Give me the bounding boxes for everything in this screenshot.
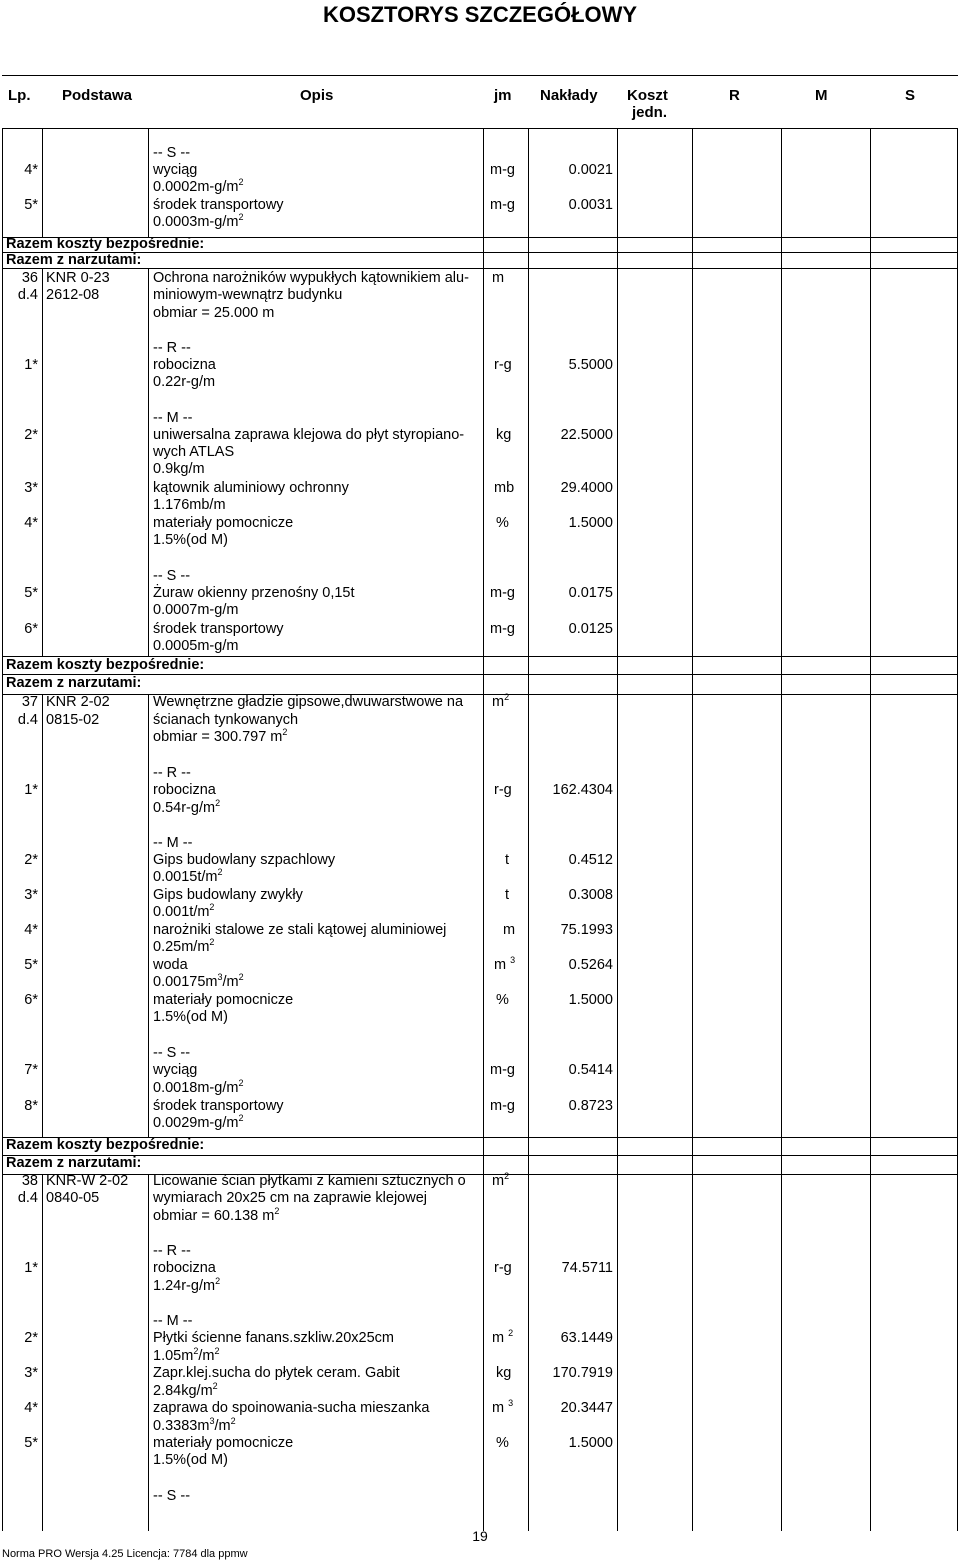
jm-text: m	[492, 1400, 505, 1416]
row-jm: r-g	[494, 1260, 512, 1276]
rule-m	[870, 129, 871, 1531]
section-m: -- M --	[153, 1313, 193, 1329]
row-value: 170.7919	[552, 1365, 613, 1381]
jm-sup: 3	[510, 955, 516, 966]
rule-lp	[42, 268, 43, 656]
rule-podstawa	[148, 1174, 149, 1531]
section-r: -- R --	[153, 340, 191, 356]
row-value: 0.8723	[568, 1098, 613, 1114]
row-desc: narożniki stalowe ze stali kątowej aluminiowej	[153, 922, 447, 938]
row-norm-sup2: 2	[214, 1346, 220, 1357]
row-desc: Gips budowlany szpachlowy	[153, 852, 336, 868]
row-value: 0.0175	[568, 585, 613, 601]
row-desc: uniwersalna zaprawa klejowa do płyt styropiano-	[153, 427, 465, 443]
row-lp: 2*	[24, 1330, 38, 1346]
position-code: KNR 2-02	[46, 694, 110, 710]
section-s: -- S --	[153, 1045, 191, 1061]
rule-podstawa	[148, 129, 149, 237]
row-norm	[153, 1115, 243, 1132]
row-value: 162.4304	[552, 782, 613, 798]
row-jm: m-g	[490, 197, 515, 213]
row-desc: wyciąg	[153, 162, 198, 178]
row-norm	[153, 179, 243, 196]
jm-text: m	[494, 957, 507, 973]
position-obmiar: obmiar = 25.000 m	[153, 305, 275, 321]
row-norm-sup: 2	[193, 1346, 199, 1357]
row-norm	[153, 214, 243, 231]
row-desc: środek transportowy	[153, 1098, 284, 1114]
header-naklady: Nakłady	[540, 87, 598, 104]
row-jm: t	[505, 887, 510, 903]
row-lp: 3*	[24, 480, 38, 496]
position-obmiar	[153, 729, 287, 746]
row-desc: zaprawa do spoinowania-sucha mieszanka	[153, 1400, 430, 1416]
header-lp: Lp.	[8, 87, 31, 104]
rule-naklady	[617, 129, 618, 1531]
jm-sup: 2	[504, 1171, 510, 1182]
position-desc: Ochrona narożników wypukłych kątownikiem alu-	[153, 270, 469, 286]
rule-h	[2, 694, 958, 695]
row-desc: robocizna	[153, 357, 216, 373]
row-norm-text: 0.54r-g/m	[153, 800, 216, 816]
header-s: S	[905, 87, 916, 104]
position-code2: 2612-08	[46, 287, 100, 303]
row-norm-sup: 2	[209, 902, 215, 913]
row-lp: 3*	[24, 1365, 38, 1381]
row-norm: 0.0007m-g/m	[153, 602, 239, 618]
row-norm	[153, 1080, 243, 1097]
header-top-rule	[2, 75, 958, 76]
row-norm	[153, 1348, 219, 1365]
rule-left	[2, 129, 3, 1531]
row-jm	[494, 957, 515, 974]
position-jm: m	[492, 270, 505, 286]
row-norm: 1.5%(od M)	[153, 1452, 228, 1468]
row-jm	[492, 1400, 513, 1417]
row-lp: 5*	[24, 197, 38, 213]
row-desc: Płytki ścienne fanans.szkliw.20x25cm	[153, 1330, 394, 1346]
jm-sup: 3	[508, 1398, 514, 1409]
rule-lp	[42, 1174, 43, 1531]
rule-koszt	[692, 129, 693, 1531]
rule-h	[2, 268, 958, 269]
row-norm-text: 0.0003m-g/m	[153, 214, 239, 230]
row-value: 29.4000	[560, 480, 613, 496]
rule-h	[2, 1155, 958, 1156]
row-jm: %	[496, 515, 509, 531]
rule-r	[781, 129, 782, 1531]
row-jm: kg	[496, 1365, 512, 1381]
row-desc: materiały pomocnicze	[153, 992, 294, 1008]
row-value: 1.5000	[568, 515, 613, 531]
row-jm: m-g	[490, 162, 515, 178]
row-lp: 8*	[24, 1098, 38, 1114]
page-title: KOSZTORYS SZCZEGÓŁOWY	[322, 2, 638, 27]
position-desc2: ścianach tynkowanych	[153, 712, 299, 728]
row-norm-sup2: 2	[230, 1416, 236, 1427]
row-jm: m-g	[490, 1062, 515, 1078]
row-desc: Gips budowlany zwykły	[153, 887, 303, 903]
obmiar-text: obmiar = 60.138 m	[153, 1208, 275, 1224]
row-norm-text: 0.25m/m	[153, 939, 210, 955]
obmiar-text: obmiar = 300.797 m	[153, 729, 283, 745]
header-r: R	[729, 87, 740, 104]
row-value: 1.5000	[568, 992, 613, 1008]
row-value: 0.4512	[568, 852, 613, 868]
row-norm	[153, 939, 214, 956]
row-norm-text: 1.24r-g/m	[153, 1278, 216, 1294]
row-jm: m	[503, 922, 516, 938]
row-lp: 3*	[24, 887, 38, 903]
position-nr: 38	[21, 1173, 38, 1189]
header-jm: jm	[494, 87, 512, 104]
row-lp: 4*	[24, 515, 38, 531]
position-code: KNR-W 2-02	[46, 1173, 129, 1189]
row-norm-sup: 2	[238, 1113, 244, 1124]
rule-opis	[483, 129, 484, 1531]
rule-right	[957, 129, 958, 1531]
jm-sup: 2	[504, 692, 510, 703]
row-norm-sup: 2	[238, 1078, 244, 1089]
row-value: 0.0021	[568, 162, 613, 178]
razem-narzuty: Razem z narzutami:	[6, 675, 142, 691]
row-norm-sup: 2	[215, 798, 221, 809]
row-desc: wyciąg	[153, 1062, 198, 1078]
row-norm-sup: 3	[217, 972, 223, 983]
rule-lp	[42, 129, 43, 237]
row-value: 20.3447	[560, 1400, 613, 1416]
row-lp: 1*	[24, 782, 38, 798]
rule-podstawa	[148, 268, 149, 656]
header-bottom-rule	[2, 128, 958, 129]
razem-narzuty: Razem z narzutami:	[6, 1155, 142, 1171]
row-value: 75.1993	[560, 922, 613, 938]
row-value: 0.0125	[568, 621, 613, 637]
row-jm: t	[505, 852, 510, 868]
row-desc: materiały pomocnicze	[153, 1435, 294, 1451]
section-s: -- S --	[153, 1488, 191, 1504]
row-value: 22.5000	[560, 427, 613, 443]
rule-lp	[42, 694, 43, 1137]
row-norm-text: 2.84kg/m	[153, 1383, 213, 1399]
position-obmiar	[153, 1208, 279, 1225]
position-desc: Licowanie ścian płytkami z kamieni sztucznych o	[153, 1173, 466, 1189]
row-norm	[153, 1383, 218, 1400]
obmiar-sup: 2	[274, 1206, 280, 1217]
position-jm	[492, 1173, 509, 1190]
row-norm-sup2: 2	[238, 972, 244, 983]
row-jm: r-g	[494, 782, 512, 798]
row-jm: mb	[494, 480, 515, 496]
row-norm-sup: 2	[217, 867, 223, 878]
rule-h	[2, 674, 958, 675]
rule-h	[2, 1174, 958, 1175]
row-desc: woda	[153, 957, 188, 973]
row-jm: m-g	[490, 1098, 515, 1114]
position-code2: 0815-02	[46, 712, 100, 728]
row-value: 0.3008	[568, 887, 613, 903]
row-jm: kg	[496, 427, 512, 443]
row-norm	[153, 904, 214, 921]
row-lp: 1*	[24, 357, 38, 373]
header-opis: Opis	[300, 87, 334, 104]
jm-text: m	[492, 694, 505, 710]
razem-narzuty: Razem z narzutami:	[6, 252, 142, 268]
row-norm-sup: 2	[209, 937, 215, 948]
row-desc: środek transportowy	[153, 197, 284, 213]
row-lp: 4*	[24, 922, 38, 938]
row-desc: materiały pomocnicze	[153, 515, 294, 531]
row-desc: środek transportowy	[153, 621, 284, 637]
row-lp: 2*	[24, 852, 38, 868]
razem-bezposrednie: Razem koszty bezpośrednie:	[6, 1137, 205, 1153]
position-sub: d.4	[17, 287, 38, 303]
row-norm-text2: /m	[214, 1418, 231, 1434]
row-norm: 1.176mb/m	[153, 497, 226, 513]
header-koszt: Koszt	[627, 87, 668, 104]
row-value: 74.5711	[561, 1260, 613, 1276]
row-norm: 1.5%(od M)	[153, 1009, 228, 1025]
section-s: -- S --	[153, 145, 191, 161]
row-norm-text2: /m	[198, 1348, 215, 1364]
row-lp: 5*	[24, 585, 38, 601]
jm-sup: 2	[508, 1328, 514, 1339]
row-lp: 6*	[24, 621, 38, 637]
section-s: -- S --	[153, 568, 191, 584]
row-norm-text: 0.0018m-g/m	[153, 1080, 239, 1096]
row-norm-text: 0.0015t/m	[153, 869, 218, 885]
row-value: 0.5264	[568, 957, 613, 973]
row-desc: robocizna	[153, 1260, 216, 1276]
row-jm	[492, 1330, 513, 1347]
row-lp: 4*	[24, 1400, 38, 1416]
position-code: KNR 0-23	[46, 270, 110, 286]
header-podstawa: Podstawa	[62, 87, 133, 104]
header-m: M	[815, 87, 828, 104]
rule-podstawa	[148, 694, 149, 1137]
row-norm-text2: /m	[222, 974, 239, 990]
row-lp: 1*	[24, 1260, 38, 1276]
row-jm: m-g	[490, 621, 515, 637]
obmiar-sup: 2	[282, 727, 288, 738]
row-desc2: wych ATLAS	[153, 444, 235, 460]
section-m: -- M --	[153, 835, 193, 851]
row-norm-sup: 3	[209, 1416, 215, 1427]
row-norm-sup: 2	[212, 1381, 218, 1392]
row-jm: m-g	[490, 585, 515, 601]
row-lp: 5*	[24, 1435, 38, 1451]
row-lp: 4*	[24, 162, 38, 178]
section-r: -- R --	[153, 1243, 191, 1259]
jm-text: m	[492, 1173, 505, 1189]
row-norm	[153, 800, 220, 817]
row-jm: %	[496, 992, 509, 1008]
row-desc: Żuraw okienny przenośny 0,15t	[153, 585, 355, 601]
row-norm-text: 0.001t/m	[153, 904, 210, 920]
page-number: 19	[472, 1528, 488, 1544]
row-jm: r-g	[494, 357, 512, 373]
rule-jm	[528, 129, 529, 1531]
position-nr: 36	[21, 270, 38, 286]
row-norm-sup: 2	[238, 177, 244, 188]
row-norm: 0.9kg/m	[153, 461, 205, 477]
row-norm	[153, 1278, 220, 1295]
row-norm-text: 0.00175m	[153, 974, 218, 990]
position-desc2: wymiarach 20x25 cm na zaprawie klejowej	[153, 1190, 428, 1206]
row-value: 0.5414	[568, 1062, 613, 1078]
row-lp: 5*	[24, 957, 38, 973]
razem-bezposrednie: Razem koszty bezpośrednie:	[6, 657, 205, 673]
section-m: -- M --	[153, 410, 193, 426]
row-value: 5.5000	[568, 357, 613, 373]
row-jm: %	[496, 1435, 509, 1451]
row-norm: 1.5%(od M)	[153, 532, 228, 548]
position-nr: 37	[21, 694, 38, 710]
row-norm: 0.22r-g/m	[153, 374, 216, 390]
row-value: 1.5000	[568, 1435, 613, 1451]
section-r: -- R --	[153, 765, 191, 781]
row-lp: 6*	[24, 992, 38, 1008]
footer-license: Norma PRO Wersja 4.25 Licencja: 7784 dla ppmw	[2, 1548, 248, 1560]
row-desc: robocizna	[153, 782, 216, 798]
row-value: 63.1449	[560, 1330, 613, 1346]
position-desc: Wewnętrzne gładzie gipsowe,dwuwarstwowe na	[153, 694, 464, 710]
row-lp: 7*	[24, 1062, 38, 1078]
header-koszt-jedn: jedn.	[632, 104, 668, 121]
position-sub: d.4	[17, 712, 38, 728]
position-sub: d.4	[17, 1190, 38, 1206]
row-norm-text: 0.0002m-g/m	[153, 179, 239, 195]
row-norm	[153, 869, 223, 886]
row-norm-text: 0.0029m-g/m	[153, 1115, 239, 1131]
row-desc: kątownik aluminiowy ochronny	[153, 480, 349, 496]
position-jm	[492, 694, 509, 711]
row-norm-sup: 2	[215, 1276, 221, 1287]
razem-bezposrednie: Razem koszty bezpośrednie:	[6, 236, 205, 252]
position-desc2: miniowym-wewnątrz budynku	[153, 287, 343, 303]
jm-text: m	[492, 1330, 505, 1346]
row-norm-text: 0.3383m	[153, 1418, 210, 1434]
row-value: 0.0031	[568, 197, 613, 213]
row-norm: 0.0005m-g/m	[153, 638, 239, 654]
position-code2: 0840-05	[46, 1190, 100, 1206]
row-norm-sup: 2	[238, 212, 244, 223]
row-norm-text: 1.05m	[153, 1348, 194, 1364]
row-norm	[153, 974, 244, 991]
row-lp: 2*	[24, 427, 38, 443]
row-norm	[153, 1418, 236, 1435]
row-desc: Zapr.klej.sucha do płytek ceram. Gabit	[153, 1365, 400, 1381]
